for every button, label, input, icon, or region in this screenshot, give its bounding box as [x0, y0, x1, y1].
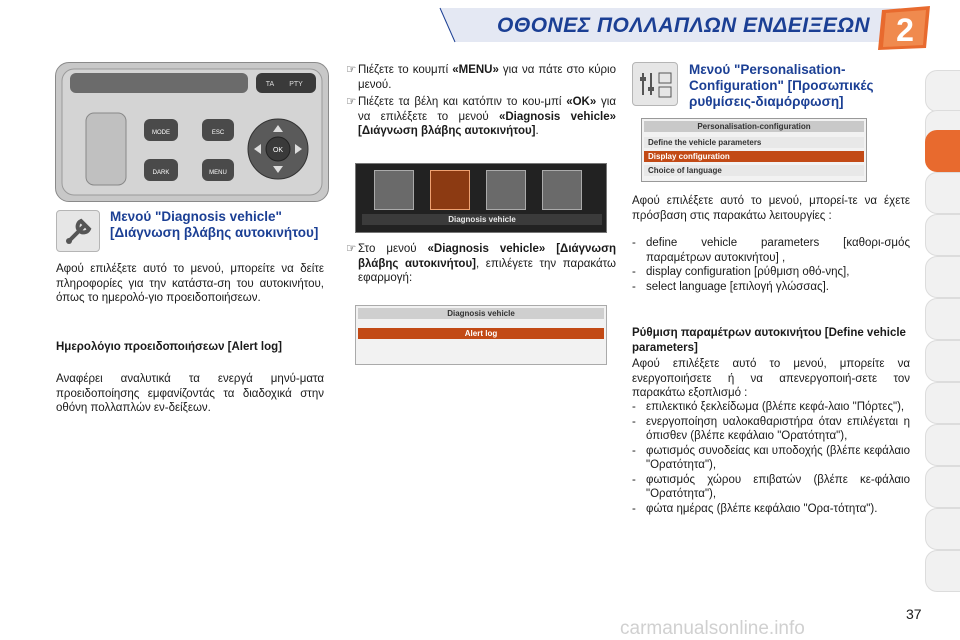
list-item: - φωτισμός συνοδείας και υποδοχής (βλέπε κεφάλαιο "Ορατότητα"), — [632, 444, 910, 471]
list-item: - ενεργοποίηση υαλοκαθαριστήρα όταν επιλέγεται η όπισθεν (βλέπε κεφάλαιο "Ορατότητα"), — [632, 415, 910, 442]
chapter-number: 2 — [896, 12, 914, 48]
side-tab[interactable] — [925, 214, 960, 256]
side-tab[interactable] — [925, 340, 960, 382]
equipment-list — [632, 400, 910, 516]
page-title: ΟΘΟΝΕΣ ΠΟΛΛΑΠΛΩΝ ΕΝΔΕΙΞΕΩΝ — [497, 14, 870, 37]
personalisation-screen — [641, 118, 867, 182]
wrench-icon — [56, 210, 100, 252]
page-number: 37 — [906, 606, 922, 622]
side-tab-active[interactable] — [925, 130, 960, 172]
main-menu-screen — [355, 163, 607, 233]
dark-button: DARK — [152, 170, 170, 176]
alert-log-subheading: Ημερολόγιο προειδοποιήσεων [Alert log] — [56, 341, 282, 353]
list-item: - display configuration [ρύθμιση οθό-νης], — [632, 266, 850, 278]
side-tab[interactable] — [925, 256, 960, 298]
ok-button: OK — [272, 147, 284, 154]
pointing-hand-icon: ☞ — [346, 96, 357, 108]
list-item: - define vehicle parameters [καθορι-σμός παραμέτρων αυτοκινήτου] , — [632, 237, 910, 264]
function-list — [632, 236, 910, 294]
settings-sliders-icon — [486, 170, 526, 210]
personalisation-paragraph: Αφού επιλέξετε αυτό το μενού, μπορεί-τε να έχετε πρόσβαση στις παρακάτω λειτουργίες : — [632, 195, 910, 222]
define-parameters-subheading: Ρύθμιση παραμέτρων αυτοκινήτου [Define vehicle parameters] — [632, 327, 906, 354]
define-parameters-paragraph: Αφού επιλέξετε αυτό το μενού, μπορείτε να ενεργοποιήσετε ή να απενεργοποιή-σετε τον παρακάτω εξοπλισμό : — [632, 358, 910, 399]
diagnosis-paragraph: Αφού επιλέξετε αυτό το μενού, μπορείτε να δείτε πληροφορίες για την κατάστα-ση του αυτοκινήτου, όπως το ημερολό-γιο προειδοποιήσεων. — [56, 263, 324, 304]
side-tab[interactable] — [925, 508, 960, 550]
menu-button: MENU — [209, 170, 227, 176]
side-tab[interactable] — [925, 466, 960, 508]
personalisation-heading: Μενού "Personalisation-Configuration" [Προσωπικές ρυθμίσεις-διαμόρφωση] — [689, 62, 874, 109]
list-item: - φωτισμός χώρου επιβατών (βλέπε κε-φάλαιο "Ορατότητα"), — [632, 473, 910, 500]
screen-title: Personalisation-configuration — [644, 121, 864, 132]
instruction-menu: ☞ Πιέζετε το κουμπί «MENU» για να πάτε στο κύριο μενού. — [346, 64, 617, 91]
esc-button: ESC — [211, 130, 225, 136]
diagnosis-screen — [355, 305, 607, 365]
list-item: - φώτα ημέρας (βλέπε κεφάλαιο "Ορα-τότητα"). — [632, 502, 878, 515]
side-tab[interactable] — [925, 172, 960, 214]
chapter-badge — [876, 4, 936, 52]
ta-button: TA — [265, 81, 275, 88]
control-panel-image — [55, 62, 329, 202]
wrench-icon — [430, 170, 470, 210]
watermark: carmanualsonline.info — [620, 618, 805, 639]
music-note-icon — [374, 170, 414, 210]
diagnosis-heading: Μενού "Diagnosis vehicle" [Διάγνωση βλάβης αυτοκινήτου] — [110, 209, 319, 240]
alert-log-item: Alert log — [358, 328, 604, 339]
list-item: - επιλεκτικό ξεκλείδωμα (βλέπε κεφά-λαιο "Πόρτες"), — [632, 401, 905, 413]
menu-item-display-configuration: Display configuration — [644, 151, 864, 162]
phone-icon — [542, 170, 582, 210]
instruction-ok: ☞ Πιέζετε τα βέλη και κατόπιν το κου-μπί «OK» για να επιλέξετε το μενού «Diagnosis vehicle» [Διάγνωση βλάβης αυτοκινήτου]. — [346, 96, 616, 137]
pointing-hand-icon: ☞ — [346, 243, 357, 255]
pty-button: PTY — [289, 81, 303, 88]
instruction-select: ☞ Στο μενού «Diagnosis vehicle» [Διάγνωση βλάβης αυτοκινήτου], επιλέγετε την παρακάτω εφαρμογή: — [346, 243, 616, 284]
screen-title: Diagnosis vehicle — [358, 308, 604, 319]
side-tab[interactable] — [925, 382, 960, 424]
alert-log-paragraph: Αναφέρει αναλυτικά τα ενεργά μηνύ-ματα προειδοποίησης εμφανίζοντάς τα διαδοχικά στην οθόνη πολλαπλών εν-δείξεων. — [56, 373, 324, 414]
side-tab[interactable] — [925, 550, 960, 592]
menu-item-define-parameters: Define the vehicle parameters — [644, 137, 864, 148]
pointing-hand-icon: ☞ — [346, 64, 357, 76]
screen-label: Diagnosis vehicle — [362, 214, 602, 225]
page-header — [0, 0, 960, 48]
menu-item-language: Choice of language — [644, 165, 864, 176]
mode-button: MODE — [152, 130, 170, 136]
side-tab[interactable] — [925, 298, 960, 340]
settings-sliders-icon — [632, 62, 678, 106]
side-tab[interactable] — [925, 70, 960, 112]
list-item: - select language [επιλογή γλώσσας]. — [632, 280, 829, 293]
side-tab[interactable] — [925, 424, 960, 466]
